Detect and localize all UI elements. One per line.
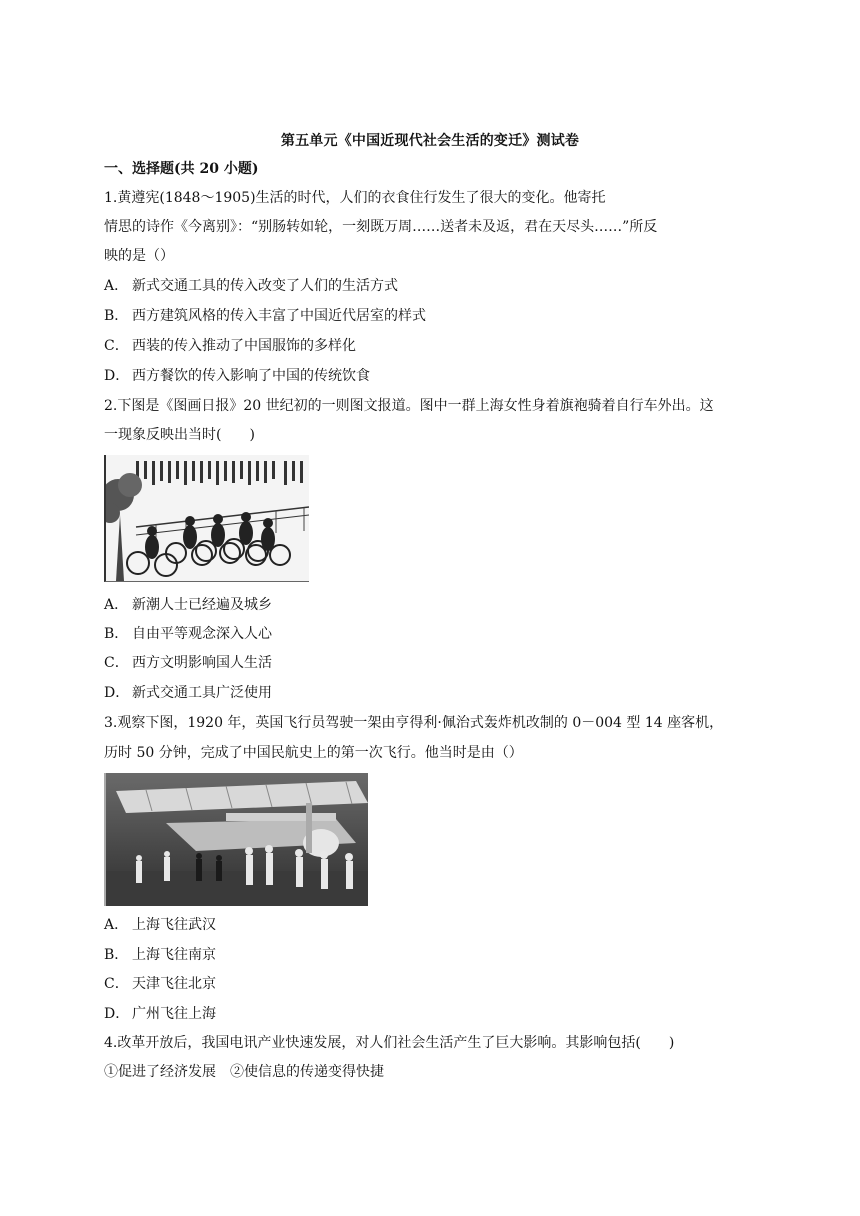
option-text: 上海飞往南京 [132,947,216,963]
q1-option-d [104,367,370,385]
option-text: 广州飞往上海 [132,1006,216,1022]
option-letter: A． [104,917,129,933]
q3-stem-line-1: 3.观察下图，1920 年，英国飞行员驾驶一架由亨得利·佩治式轰炸机改制的 0－004 型 14 座客机， [104,715,724,731]
option-text: 上海飞往武汉 [132,917,216,933]
page-title: 第五单元《中国近现代社会生活的变迁》测试卷 [280,133,580,149]
q3-option-d [104,1005,216,1023]
bicycle-illustration-image [104,455,309,582]
option-letter: B． [104,947,129,963]
option-text: 西方餐饮的传入影响了中国的传统饮食 [132,368,370,384]
q4-stem-line-2: ①促进了经济发展 ②使信息的传递变得快捷 [104,1064,384,1080]
option-letter: C． [104,976,129,992]
q3-option-a [104,916,216,934]
option-letter: D． [104,1006,130,1022]
airplane-photo-image [104,773,368,906]
option-text: 西装的传入推动了中国服饰的多样化 [132,338,356,354]
option-text: 新潮人士已经遍及城乡 [132,597,272,613]
q1-option-a [104,277,398,295]
q1-stem-line-2: 情思的诗作《今离别》：“别肠转如轮，一刻既万周……送者未及返，君在天尽头……”所反 [104,219,658,235]
q4-stem-line-1: 4.改革开放后，我国电讯产业快速发展，对人们社会生活产生了巨大影响。其影响包括( ) [104,1035,675,1051]
q2-option-d [104,684,272,702]
q1-option-b [104,307,426,325]
option-letter: A． [104,278,129,294]
option-letter: B． [104,308,129,324]
q1-option-c [104,337,356,355]
q2-stem-line-2: 一现象反映出当时( ) [104,427,255,443]
option-text: 新式交通工具广泛使用 [132,685,272,701]
option-letter: D． [104,685,130,701]
section-heading: 一、选择题(共 20 小题) [104,161,259,177]
option-text: 新式交通工具的传入改变了人们的生活方式 [132,278,398,294]
q3-stem-line-2: 历时 50 分钟，完成了中国民航史上的第一次飞行。他当时是由（） [104,745,523,761]
option-letter: B． [104,626,129,642]
option-letter: D． [104,368,130,384]
q3-option-c [104,975,216,993]
q3-option-b [104,946,216,964]
option-text: 自由平等观念深入人心 [132,626,272,642]
option-letter: C． [104,338,129,354]
q1-stem-line-1: 1.黄遵宪(1848～1905)生活的时代，人们的衣食住行发生了很大的变化。他寄托 [104,190,606,206]
q2-option-c [104,654,272,672]
option-letter: C． [104,655,129,671]
q2-option-b [104,625,272,643]
option-text: 西方建筑风格的传入丰富了中国近代居室的样式 [132,308,426,324]
option-letter: A． [104,597,129,613]
option-text: 西方文明影响国人生活 [132,655,272,671]
q2-stem-line-1: 2.下图是《图画日报》20 世纪初的一则图文报道。图中一群上海女性身着旗袍骑着自行车外出。这 [104,398,714,414]
q2-option-a [104,596,272,614]
option-text: 天津飞往北京 [132,976,216,992]
q1-stem-line-3: 映的是（） [104,248,174,264]
